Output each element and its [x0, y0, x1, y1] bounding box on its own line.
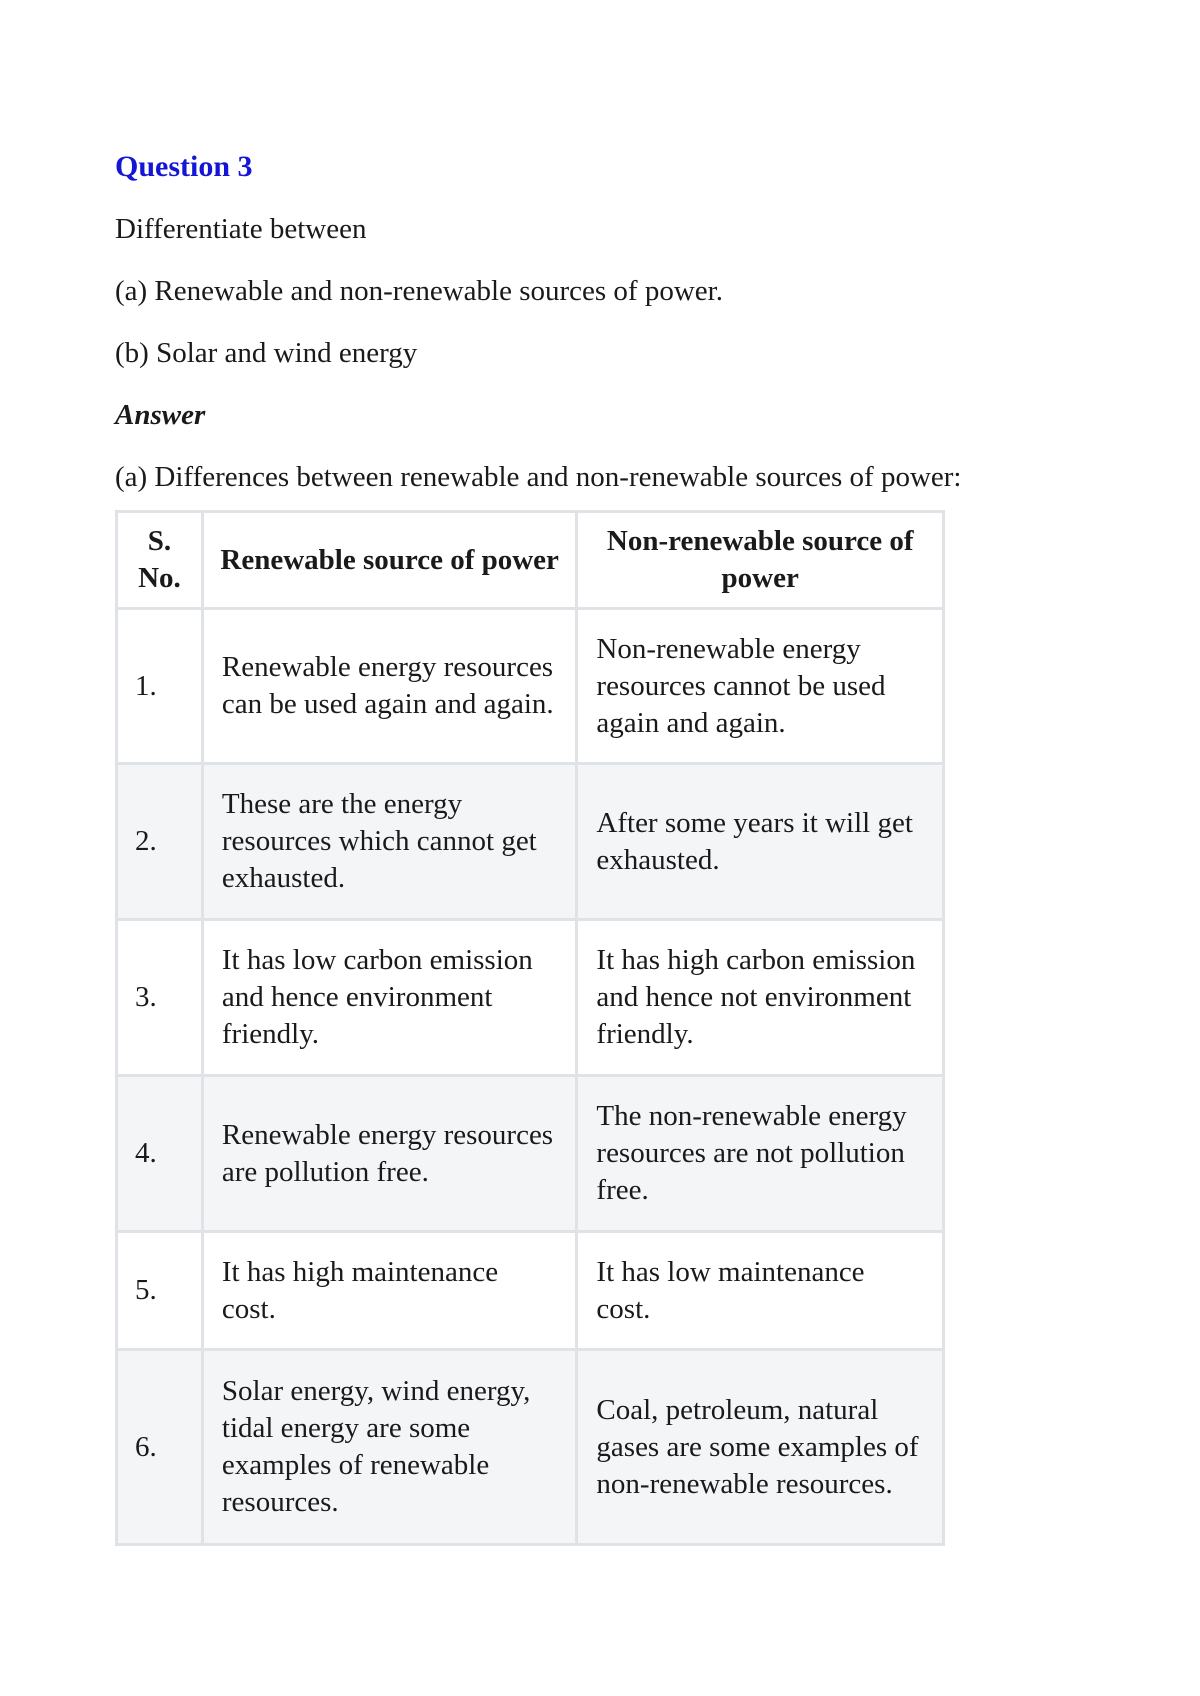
- row-sno: 4.: [117, 1076, 203, 1232]
- comparison-table: [115, 510, 945, 1546]
- renewable-cell: Solar energy, wind energy, tidal energy are some examples of renewable resources.: [202, 1350, 577, 1545]
- nonrenewable-cell: The non-renewable energy resources are not pollution free.: [577, 1076, 944, 1232]
- table-row: [117, 1232, 944, 1350]
- question-prompt: Differentiate between: [115, 213, 367, 245]
- nonrenewable-cell: After some years it will get exhausted.: [577, 764, 944, 920]
- nonrenewable-cell: It has high carbon emission and hence not environment friendly.: [577, 920, 944, 1076]
- document-page: [115, 148, 1115, 1546]
- answer-label: Answer: [115, 399, 206, 431]
- table-row: [117, 764, 944, 920]
- renewable-cell: It has high maintenance cost.: [202, 1232, 577, 1350]
- row-sno: 3.: [117, 920, 203, 1076]
- nonrenewable-cell: It has low maintenance cost.: [577, 1232, 944, 1350]
- question-title: Question 3: [115, 150, 253, 183]
- table-row: [117, 1076, 944, 1232]
- header-renewable: Renewable source of power: [202, 512, 577, 609]
- table-row: [117, 609, 944, 764]
- table-row: [117, 1350, 944, 1545]
- nonrenewable-cell: Coal, petroleum, natural gases are some examples of non-renewable resources.: [577, 1350, 944, 1545]
- header-sno: S. No.: [117, 512, 203, 609]
- renewable-cell: It has low carbon emission and hence environment friendly.: [202, 920, 577, 1076]
- question-part-a: (a) Renewable and non-renewable sources of power.: [115, 275, 723, 307]
- row-sno: 6.: [117, 1350, 203, 1545]
- row-sno: 1.: [117, 609, 203, 764]
- renewable-cell: These are the energy resources which cannot get exhausted.: [202, 764, 577, 920]
- table-header-row: [117, 512, 944, 609]
- answer-intro-a: (a) Differences between renewable and non-renewable sources of power:: [115, 461, 962, 493]
- renewable-cell: Renewable energy resources are pollution free.: [202, 1076, 577, 1232]
- table-row: [117, 920, 944, 1076]
- question-part-b: (b) Solar and wind energy: [115, 337, 418, 369]
- row-sno: 5.: [117, 1232, 203, 1350]
- header-nonrenewable: Non-renewable source of power: [577, 512, 944, 609]
- nonrenewable-cell: Non-renewable energy resources cannot be used again and again.: [577, 609, 944, 764]
- renewable-cell: Renewable energy resources can be used again and again.: [202, 609, 577, 764]
- row-sno: 2.: [117, 764, 203, 920]
